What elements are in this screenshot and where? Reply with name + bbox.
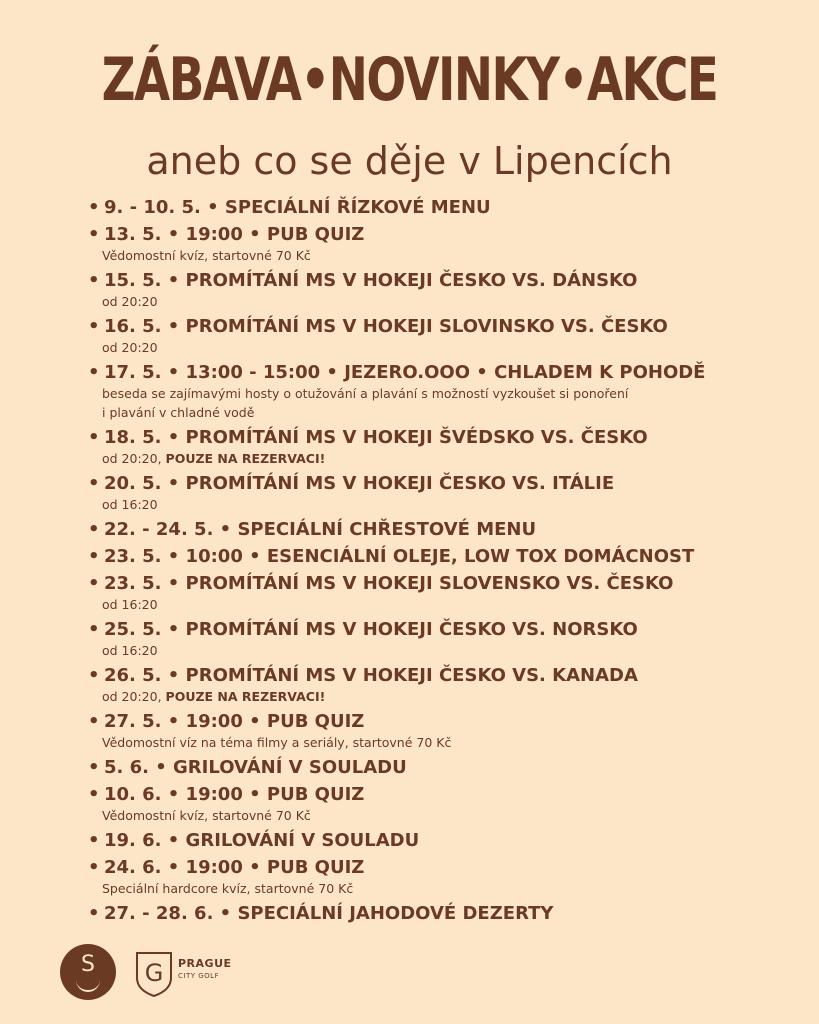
event-description: [88, 450, 788, 467]
event-description-text: od 20:20: [102, 340, 158, 355]
event-description-text: od 20:20,: [102, 451, 166, 466]
event-description: [88, 688, 788, 705]
event-description: [88, 596, 788, 613]
event-description: [88, 734, 788, 751]
event-description-text: od 16:20: [102, 597, 158, 612]
event-description: [88, 385, 788, 402]
event-title: • 19. 6. • GRILOVÁNÍ V SOULADU: [88, 827, 788, 854]
event-title: • 20. 5. • PROMÍTÁNÍ MS V HOKEJI ČESKO VS. ITÁLIE: [88, 470, 788, 497]
event-description-text: od 20:20,: [102, 689, 166, 704]
event-description-text: od 16:20: [102, 497, 158, 512]
event-description-text: Vědomostní kvíz, startovné 70 Kč: [102, 808, 311, 823]
event-description-text: od 16:20: [102, 643, 158, 658]
event-title: • 27. 5. • 19:00 • PUB QUIZ: [88, 708, 788, 735]
event-title: • 5. 6. • GRILOVÁNÍ V SOULADU: [88, 754, 788, 781]
page-subtitle: aneb co se děje v Lipencích: [146, 139, 673, 183]
reservation-note: POUZE NA REZERVACI!: [165, 689, 326, 704]
event-description-text: od 20:20: [102, 294, 158, 309]
golf-shield-icon: [134, 950, 174, 998]
event-title: • 18. 5. • PROMÍTÁNÍ MS V HOKEJI ŠVÉDSKO VS. ČESKO: [88, 424, 788, 451]
soulad-logo: [60, 944, 116, 1000]
event-title: • 13. 5. • 19:00 • PUB QUIZ: [88, 221, 788, 248]
event-title: • 23. 5. • PROMÍTÁNÍ MS V HOKEJI SLOVENSKO VS. ČESKO: [88, 570, 788, 597]
event-description-text: Vědomostní kvíz, startovné 70 Kč: [102, 248, 311, 263]
event-description: [88, 880, 788, 897]
event-title: • 26. 5. • PROMÍTÁNÍ MS V HOKEJI ČESKO VS. KANADA: [88, 662, 788, 689]
event-description-text: Speciální hardcore kvíz, startovné 70 Kč: [102, 881, 354, 896]
event-title: • 27. - 28. 6. • SPECIÁLNÍ JAHODOVÉ DEZERTY: [88, 900, 788, 927]
page-title: ZÁBAVA•NOVINKY•AKCE: [101, 45, 718, 115]
golf-logo-letter: G: [144, 959, 164, 987]
event-title: • 17. 5. • 13:00 - 15:00 • JEZERO.OOO • CHLADEM K POHODĚ: [88, 359, 788, 386]
golf-logo-line2: CITY GOLF: [178, 972, 220, 980]
event-description: [88, 247, 788, 264]
event-list: [88, 194, 788, 927]
event-description-text: beseda se zajímavými hosty o otužování a plavání s možností vyzkoušet si ponoření: [102, 386, 629, 401]
reservation-note: POUZE NA REZERVACI!: [165, 451, 326, 466]
event-description-continued: i plavání v chladné vodě: [102, 405, 255, 420]
event-title: • 9. - 10. 5. • SPECIÁLNÍ ŘÍZKOVÉ MENU: [88, 194, 788, 221]
event-title: • 24. 6. • 19:00 • PUB QUIZ: [88, 854, 788, 881]
event-title: • 25. 5. • PROMÍTÁNÍ MS V HOKEJI ČESKO VS. NORSKO: [88, 616, 788, 643]
event-title: • 22. - 24. 5. • SPECIÁLNÍ CHŘESTOVÉ MENU: [88, 516, 788, 543]
event-description: [88, 496, 788, 513]
event-title: • 10. 6. • 19:00 • PUB QUIZ: [88, 781, 788, 808]
event-description: [88, 293, 788, 310]
event-title: • 16. 5. • PROMÍTÁNÍ MS V HOKEJI SLOVINSKO VS. ČESKO: [88, 313, 788, 340]
event-description: [88, 807, 788, 824]
event-title: • 15. 5. • PROMÍTÁNÍ MS V HOKEJI ČESKO VS. DÁNSKO: [88, 267, 788, 294]
event-description: [88, 339, 788, 356]
event-title: • 23. 5. • 10:00 • ESENCIÁLNÍ OLEJE, LOW TOX DOMÁCNOST: [88, 543, 788, 570]
soulad-logo-letter: S: [81, 952, 95, 977]
golf-logo-text: [178, 958, 232, 982]
golf-logo-line1: PRAGUE: [178, 957, 232, 970]
event-description-text: Vědomostní víz na téma filmy a seriály, startovné 70 Kč: [102, 735, 452, 750]
event-description: [88, 642, 788, 659]
smile-icon: [76, 980, 100, 992]
